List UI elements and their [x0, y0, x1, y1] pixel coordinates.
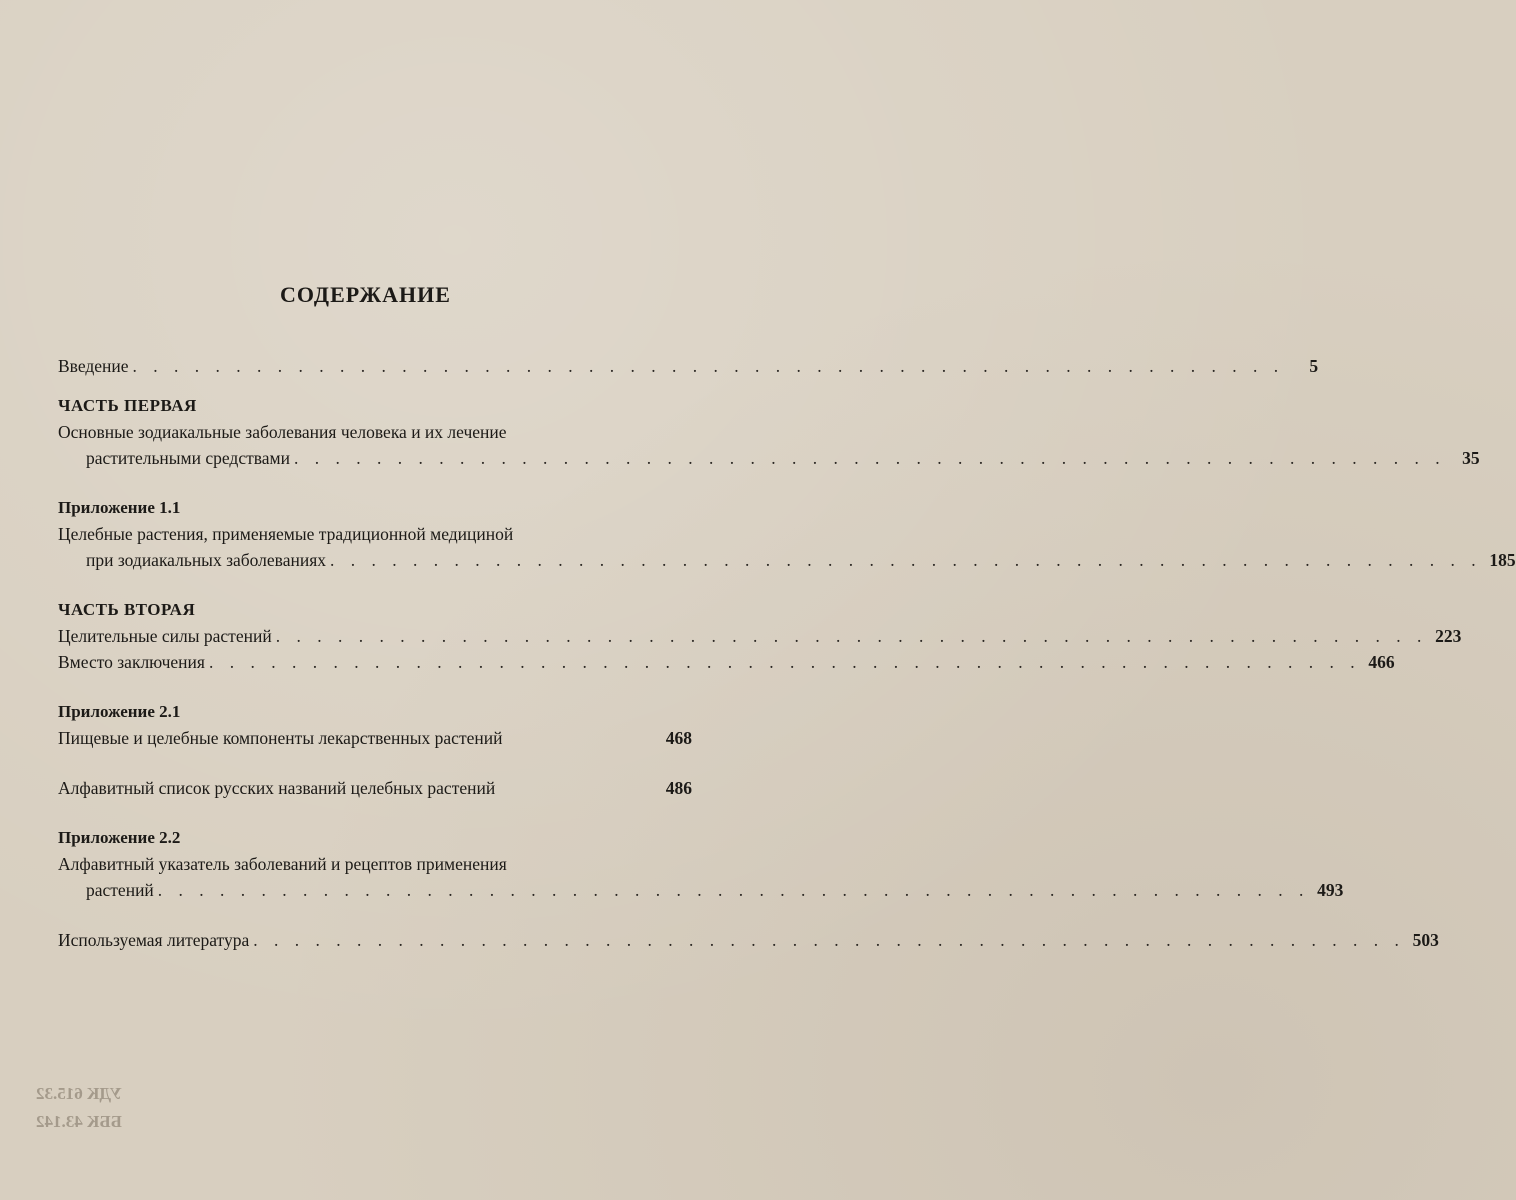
toc-entry-part1-line2[interactable]: [58, 448, 1480, 474]
page-title: СОДЕРЖАНИЕ: [280, 282, 451, 307]
dot-leader: . . . . . . . . . . . . . . . . . . . . . . . . . . . . . . . . . . . . . . . . . . . . . . . . . . . . . . . .: [253, 930, 1405, 950]
table-of-contents: [58, 356, 1516, 956]
toc-heading-app22: Приложение 2.2: [58, 828, 181, 847]
toc-entry-part2-item1[interactable]: [58, 626, 1462, 652]
toc-entry-part2-item2[interactable]: [58, 652, 1395, 678]
toc-entry-app11-line1[interactable]: [58, 524, 692, 550]
toc-entry-label: Пищевые и целебные компоненты лекарственных растений: [58, 728, 503, 748]
dot-leader: . . . . . . . . . . . . . . . . . . . . . . . . . . . . . . . . . . . . . . . . . . . . . . . . . . . . . . . .: [132, 356, 1285, 376]
toc-entry-literature[interactable]: [58, 930, 1439, 956]
show-through-text: [0, 0, 731, 330]
toc-entry-app21-item1[interactable]: [58, 728, 692, 754]
dot-leader: . . . . . . . . . . . . . . . . . . . . . . . . . . . . . . . . . . . . . . . . . . . . . . . . . . . . . . . .: [275, 626, 1428, 646]
toc-entry-app11-line2[interactable]: [58, 550, 1516, 576]
toc-entry-label: Основные зодиакальные заболевания человека и их лечение: [58, 422, 507, 442]
toc-page-number: 5: [1309, 356, 1319, 376]
toc-heading-app21: Приложение 2.1: [58, 702, 181, 721]
toc-entry-label: Целительные силы растений: [58, 626, 272, 646]
toc-entry-app22-line2[interactable]: [58, 880, 1344, 906]
toc-entry-app21-item2[interactable]: [58, 778, 692, 804]
toc-page-number: 503: [1412, 930, 1439, 950]
toc-entry-label: растительными средствами: [86, 448, 290, 468]
toc-page-number: 486: [665, 778, 692, 798]
toc-page-number: 468: [665, 728, 692, 748]
toc-heading-part1: ЧАСТЬ ПЕРВАЯ: [58, 396, 197, 415]
toc-page-number: 223: [1435, 626, 1462, 646]
toc-entry-label: Используемая литература: [58, 930, 250, 950]
toc-heading-app11: Приложение 1.1: [58, 498, 181, 517]
dot-leader: . . . . . . . . . . . . . . . . . . . . . . . . . . . . . . . . . . . . . . . . . . . . . . . . . . . . . . . .: [293, 448, 1446, 468]
dot-leader: . . . . . . . . . . . . . . . . . . . . . . . . . . . . . . . . . . . . . . . . . . . . . . . . . . . . . . . .: [208, 652, 1361, 672]
toc-page-number: 493: [1317, 880, 1344, 900]
bbk-code: ББК 43.142: [36, 1112, 122, 1131]
toc-entry-label: Целебные растения, применяемые традиционной медициной: [58, 524, 514, 544]
toc-heading-part2: ЧАСТЬ ВТОРАЯ: [58, 600, 196, 619]
toc-entry-label: Алфавитный указатель заболеваний и рецептов применения: [58, 854, 507, 874]
toc-entry-label: Вместо заключения: [58, 652, 205, 672]
toc-page-number: 466: [1368, 652, 1395, 672]
toc-page-number: 185: [1489, 550, 1516, 570]
dot-leader: . . . . . . . . . . . . . . . . . . . . . . . . . . . . . . . . . . . . . . . . . . . . . . . . . . . . . . . .: [157, 880, 1310, 900]
toc-entry-label: Алфавитный список русских названий целебных растений: [58, 778, 496, 798]
dot-leader: . . . . . . . . . . . . . . . . . . . . . . . . . . . . . . . . . . . . . . . . . . . . . . . . . . . . . . . .: [330, 550, 1482, 570]
toc-entry-label: растений: [86, 880, 154, 900]
udk-code: УДК 615.32: [36, 1084, 122, 1103]
toc-entry-app22-line1[interactable]: [58, 854, 692, 880]
toc-entry-label: при зодиакальных заболеваниях: [86, 550, 327, 570]
toc-entry-part1-line1[interactable]: [58, 422, 692, 448]
toc-entry-label: Введение: [58, 356, 129, 376]
toc-page-number: 35: [1462, 448, 1480, 468]
toc-entry-intro[interactable]: [58, 356, 1319, 382]
classification-stamp: [36, 1080, 122, 1136]
